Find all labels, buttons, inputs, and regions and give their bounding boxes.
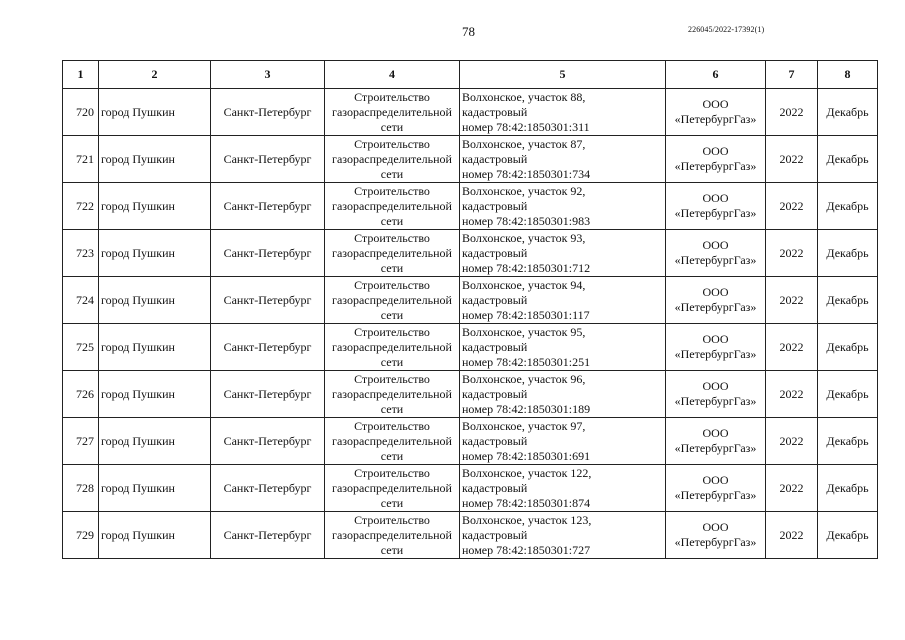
organization-line: «ПетербургГаз»: [674, 300, 757, 314]
work-type-cell: [325, 277, 460, 324]
address-line: номер 78:42:1850301:983: [462, 213, 591, 228]
organization-line: «ПетербургГаз»: [674, 206, 757, 220]
address-line: Волхонское, участок 95,: [462, 324, 586, 339]
organization-cell: [666, 465, 766, 512]
locality-cell: город Пушкин: [99, 418, 211, 465]
year-cell: 2022: [766, 136, 818, 183]
address-line: кадастровый: [462, 104, 528, 119]
month-cell: Декабрь: [818, 277, 878, 324]
table-row: [63, 277, 878, 324]
address-line: кадастровый: [462, 292, 528, 307]
address-cell: [460, 418, 666, 465]
work-type-line: газораспределительной: [332, 386, 452, 401]
work-type-line: газораспределительной: [332, 339, 452, 354]
address-cell: [460, 89, 666, 136]
organization-line: ООО: [702, 332, 729, 346]
work-type-line: Строительство: [354, 277, 430, 292]
row-number: 724: [63, 277, 99, 324]
address-line: кадастровый: [462, 151, 528, 166]
organization-cell: [666, 183, 766, 230]
work-type-line: сети: [380, 542, 404, 557]
table-row: [63, 230, 878, 277]
address-line: номер 78:42:1850301:117: [462, 307, 590, 322]
organization-cell: [666, 418, 766, 465]
address-line: Волхонское, участок 122,: [462, 465, 592, 480]
locality-cell: город Пушкин: [99, 136, 211, 183]
region-cell: Санкт-Петербург: [211, 418, 325, 465]
organization-line: «ПетербургГаз»: [674, 159, 757, 173]
row-number: 723: [63, 230, 99, 277]
work-type-line: газораспределительной: [332, 104, 452, 119]
work-type-line: Строительство: [354, 136, 430, 151]
row-number: 725: [63, 324, 99, 371]
organization-line: ООО: [702, 238, 729, 252]
header-row: [63, 61, 878, 89]
organization-cell: [666, 371, 766, 418]
address-cell: [460, 371, 666, 418]
table-row: [63, 418, 878, 465]
work-type-cell: [325, 324, 460, 371]
organization-line: ООО: [702, 379, 729, 393]
work-type-line: сети: [380, 166, 404, 181]
column-header: 4: [325, 61, 460, 89]
year-cell: 2022: [766, 277, 818, 324]
month-cell: Декабрь: [818, 136, 878, 183]
address-line: кадастровый: [462, 527, 528, 542]
work-type-cell: [325, 230, 460, 277]
work-type-line: Строительство: [354, 418, 430, 433]
locality-cell: город Пушкин: [99, 230, 211, 277]
region-cell: Санкт-Петербург: [211, 89, 325, 136]
work-type-line: сети: [380, 401, 404, 416]
year-cell: 2022: [766, 512, 818, 559]
table-row: [63, 465, 878, 512]
work-type-cell: [325, 465, 460, 512]
organization-line: ООО: [702, 144, 729, 158]
work-type-line: газораспределительной: [332, 151, 452, 166]
work-type-line: газораспределительной: [332, 433, 452, 448]
organization-line: «ПетербургГаз»: [674, 394, 757, 408]
work-type-line: сети: [380, 354, 404, 369]
work-type-cell: [325, 512, 460, 559]
organization-line: ООО: [702, 426, 729, 440]
work-type-line: газораспределительной: [332, 245, 452, 260]
locality-cell: город Пушкин: [99, 465, 211, 512]
region-cell: Санкт-Петербург: [211, 465, 325, 512]
page-number: 78: [462, 24, 475, 39]
table-row: [63, 512, 878, 559]
address-line: кадастровый: [462, 386, 528, 401]
work-type-line: Строительство: [354, 89, 430, 104]
address-line: кадастровый: [462, 339, 528, 354]
address-cell: [460, 465, 666, 512]
organization-line: «ПетербургГаз»: [674, 347, 757, 361]
address-cell: [460, 324, 666, 371]
month-cell: Декабрь: [818, 183, 878, 230]
work-type-cell: [325, 89, 460, 136]
locality-cell: город Пушкин: [99, 89, 211, 136]
region-cell: Санкт-Петербург: [211, 371, 325, 418]
address-line: номер 78:42:1850301:874: [462, 495, 591, 510]
work-type-line: Строительство: [354, 324, 430, 339]
table-row: [63, 136, 878, 183]
address-cell: [460, 277, 666, 324]
region-cell: Санкт-Петербург: [211, 324, 325, 371]
organization-line: ООО: [702, 473, 729, 487]
address-line: номер 78:42:1850301:727: [462, 542, 591, 557]
work-type-line: газораспределительной: [332, 198, 452, 213]
register-table: [62, 60, 878, 559]
row-number: 727: [63, 418, 99, 465]
table-row: [63, 324, 878, 371]
region-cell: Санкт-Петербург: [211, 230, 325, 277]
column-header: 8: [818, 61, 878, 89]
address-line: Волхонское, участок 92,: [462, 183, 586, 198]
month-cell: Декабрь: [818, 230, 878, 277]
work-type-cell: [325, 371, 460, 418]
column-header: 1: [63, 61, 99, 89]
work-type-line: сети: [380, 307, 404, 322]
address-line: Волхонское, участок 87,: [462, 136, 586, 151]
work-type-line: газораспределительной: [332, 480, 452, 495]
address-line: Волхонское, участок 88,: [462, 89, 586, 104]
organization-line: ООО: [702, 285, 729, 299]
address-line: кадастровый: [462, 198, 528, 213]
address-line: номер 78:42:1850301:712: [462, 260, 591, 275]
row-number: 726: [63, 371, 99, 418]
month-cell: Декабрь: [818, 418, 878, 465]
column-header: 7: [766, 61, 818, 89]
address-line: кадастровый: [462, 245, 528, 260]
work-type-line: Строительство: [354, 512, 430, 527]
address-line: Волхонское, участок 94,: [462, 277, 586, 292]
address-line: Волхонское, участок 123,: [462, 512, 592, 527]
address-cell: [460, 230, 666, 277]
organization-line: «ПетербургГаз»: [674, 441, 757, 455]
work-type-cell: [325, 183, 460, 230]
year-cell: 2022: [766, 183, 818, 230]
address-line: Волхонское, участок 97,: [462, 418, 586, 433]
work-type-cell: [325, 136, 460, 183]
organization-cell: [666, 277, 766, 324]
locality-cell: город Пушкин: [99, 371, 211, 418]
address-line: кадастровый: [462, 480, 528, 495]
organization-cell: [666, 512, 766, 559]
month-cell: Декабрь: [818, 512, 878, 559]
table-row: [63, 371, 878, 418]
region-cell: Санкт-Петербург: [211, 136, 325, 183]
month-cell: Декабрь: [818, 371, 878, 418]
work-type-line: сети: [380, 213, 404, 228]
row-number: 722: [63, 183, 99, 230]
address-line: номер 78:42:1850301:189: [462, 401, 591, 416]
organization-cell: [666, 230, 766, 277]
table-row: [63, 183, 878, 230]
row-number: 721: [63, 136, 99, 183]
locality-cell: город Пушкин: [99, 183, 211, 230]
address-cell: [460, 183, 666, 230]
work-type-line: Строительство: [354, 371, 430, 386]
organization-line: ООО: [702, 191, 729, 205]
organization-cell: [666, 324, 766, 371]
work-type-line: газораспределительной: [332, 292, 452, 307]
month-cell: Декабрь: [818, 324, 878, 371]
work-type-line: Строительство: [354, 230, 430, 245]
work-type-line: сети: [380, 495, 404, 510]
column-header: 3: [211, 61, 325, 89]
row-number: 728: [63, 465, 99, 512]
column-header: 5: [460, 61, 666, 89]
organization-cell: [666, 89, 766, 136]
work-type-line: Строительство: [354, 183, 430, 198]
work-type-line: Строительство: [354, 465, 430, 480]
address-line: Волхонское, участок 96,: [462, 371, 586, 386]
organization-line: «ПетербургГаз»: [674, 112, 757, 126]
month-cell: Декабрь: [818, 89, 878, 136]
address-line: номер 78:42:1850301:691: [462, 448, 591, 463]
year-cell: 2022: [766, 465, 818, 512]
work-type-line: сети: [380, 448, 404, 463]
work-type-cell: [325, 418, 460, 465]
year-cell: 2022: [766, 371, 818, 418]
locality-cell: город Пушкин: [99, 277, 211, 324]
month-cell: Декабрь: [818, 465, 878, 512]
address-line: номер 78:42:1850301:734: [462, 166, 591, 181]
address-line: номер 78:42:1850301:251: [462, 354, 591, 369]
organization-cell: [666, 136, 766, 183]
column-header: 6: [666, 61, 766, 89]
organization-line: «ПетербургГаз»: [674, 488, 757, 502]
work-type-line: сети: [380, 260, 404, 275]
year-cell: 2022: [766, 324, 818, 371]
year-cell: 2022: [766, 89, 818, 136]
locality-cell: город Пушкин: [99, 512, 211, 559]
address-cell: [460, 512, 666, 559]
year-cell: 2022: [766, 230, 818, 277]
work-type-line: газораспределительной: [332, 527, 452, 542]
address-cell: [460, 136, 666, 183]
document-id: 226045/2022-17392(1): [688, 25, 765, 34]
address-line: кадастровый: [462, 433, 528, 448]
organization-line: ООО: [702, 97, 729, 111]
table-body: [63, 89, 878, 559]
region-cell: Санкт-Петербург: [211, 277, 325, 324]
column-header: 2: [99, 61, 211, 89]
work-type-line: сети: [380, 119, 404, 134]
region-cell: Санкт-Петербург: [211, 512, 325, 559]
region-cell: Санкт-Петербург: [211, 183, 325, 230]
row-number: 729: [63, 512, 99, 559]
organization-line: ООО: [702, 520, 729, 534]
address-line: Волхонское, участок 93,: [462, 230, 586, 245]
row-number: 720: [63, 89, 99, 136]
organization-line: «ПетербургГаз»: [674, 535, 757, 549]
locality-cell: город Пушкин: [99, 324, 211, 371]
address-line: номер 78:42:1850301:311: [462, 119, 590, 134]
year-cell: 2022: [766, 418, 818, 465]
organization-line: «ПетербургГаз»: [674, 253, 757, 267]
table-row: [63, 89, 878, 136]
